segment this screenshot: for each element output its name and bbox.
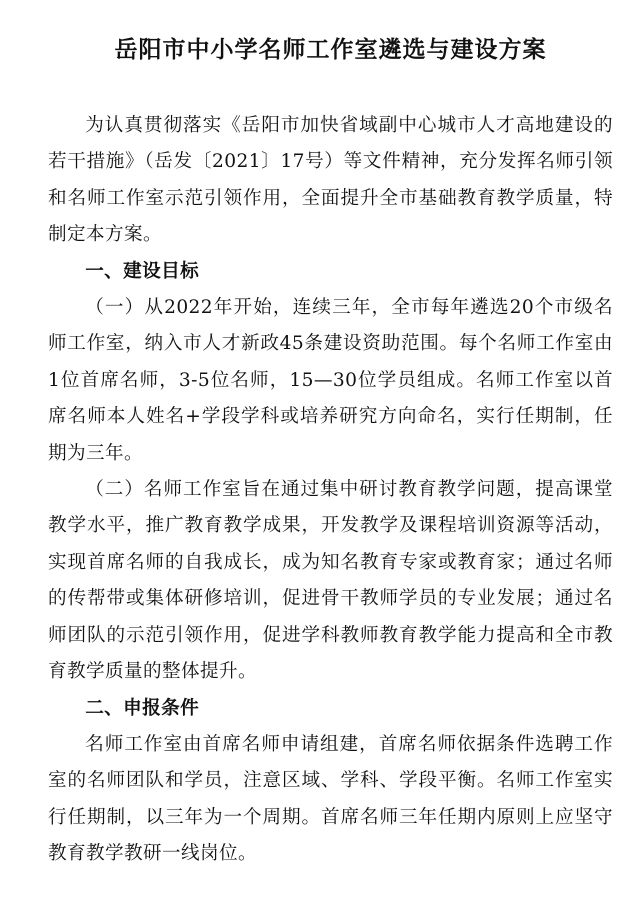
section-heading-goals: 一、建设目标 [85,260,200,282]
section-heading-conditions: 二、申报条件 [85,697,200,719]
document-body [48,108,613,873]
document-title: 岳阳市中小学名师工作室遴选与建设方案 [114,36,547,63]
goals-paragraph-2: （二）名师工作室旨在通过集中研讨教育教学问题，提高课堂教学水平，推广教育教学成果，开发教学及课程培训资源等活动，实现首席名师的自我成长，成为知名教育专家或教育家；通过名师的传帮带或集体研修培训，促进骨干教师学员的专业发展；通过名师团队的示范引领作用，促进学科教师教育教学能力提高和全市教育教学质量的整体提升。 [48,479,613,683]
conditions-paragraph-1: 名师工作室由首席名师申请组建，首席名师依据条件选聘工作室的名师团队和学员，注意区域、学科、学段平衡。名师工作室实行任期制，以三年为一个周期。首席名师三年任期内原则上应坚守教育教学教研一线岗位。 [48,733,613,865]
intro-paragraph: 为认真贯彻落实《岳阳市加快省域副中心城市人才高地建设的若干措施》（岳发〔2021〕17号）等文件精神，充分发挥名师引领和名师工作室示范引领作用，全面提升全市基础教育教学质量，特制定本方案。 [48,115,613,246]
goals-paragraph-1: （一）从2022年开始，连续三年，全市每年遴选20个市级名师工作室，纳入市人才新政45条建设资助范围。每个名师工作室由1位首席名师，3-5位名师，15—30位学员组成。名师工作室以首席名师本人姓名+学段学科或培养研究方向命名，实行任期制，任期为三年。 [48,297,613,464]
